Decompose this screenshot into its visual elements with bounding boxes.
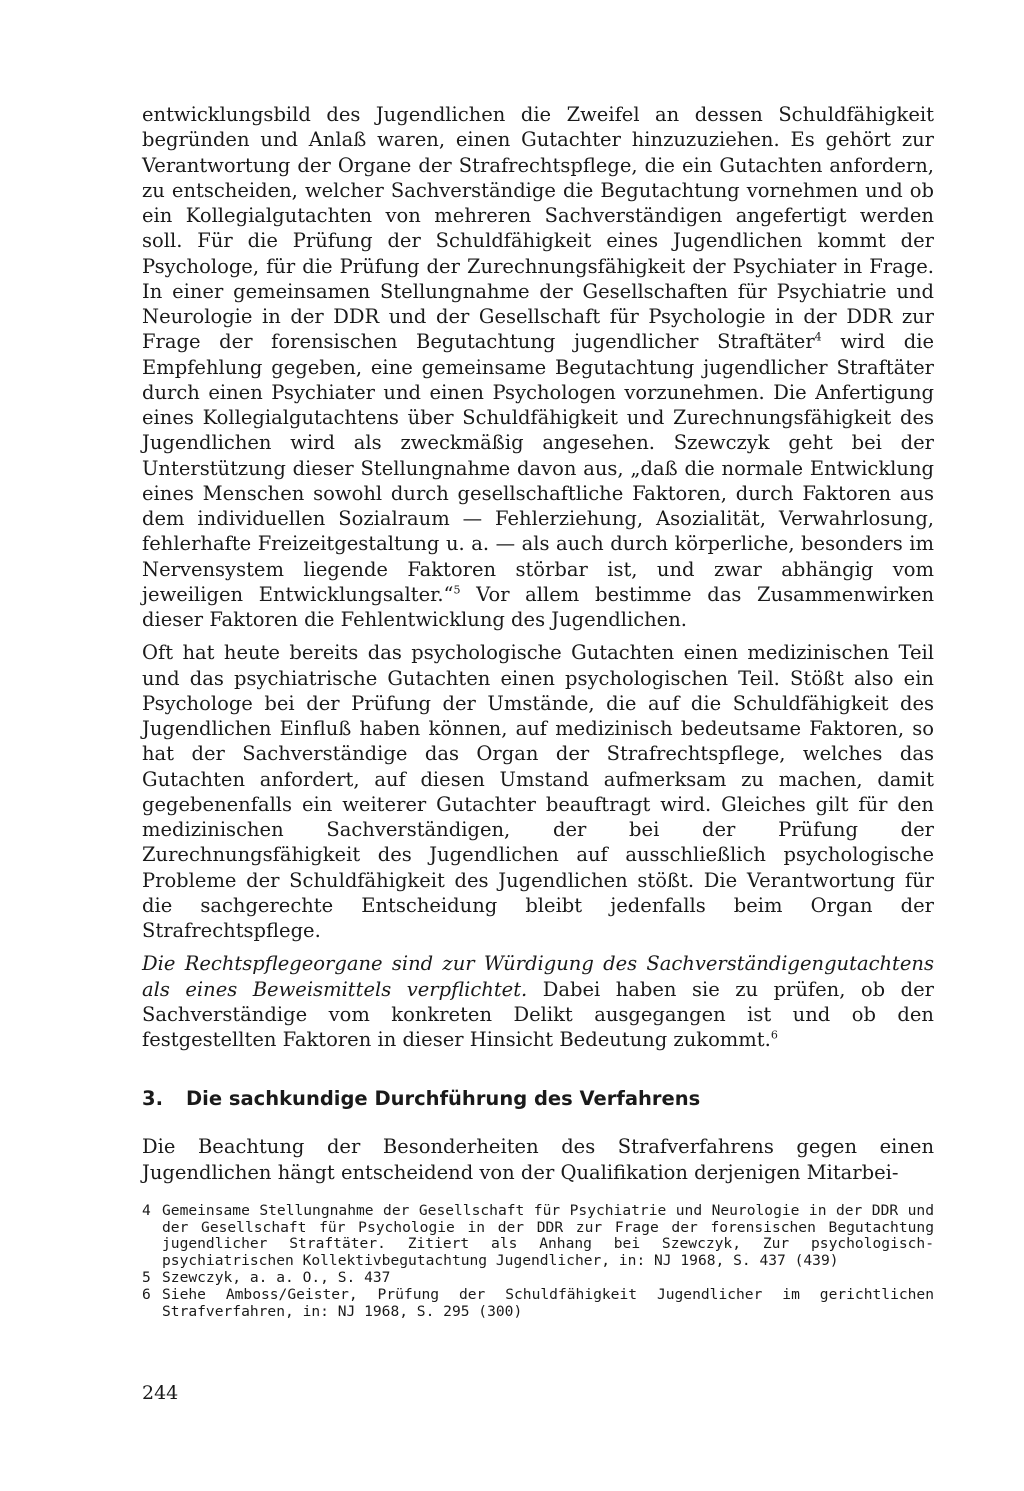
paragraph-3-text: Dabei haben sie zu prüfen, ob der Sachverständige vom konkreten Delikt ausgegangen ist und ob den festgestellten Faktoren in dieser Hinsicht Bedeutung zukommt. — [142, 977, 934, 1051]
paragraph-1-text-a: entwicklungsbild des Jugendlichen die Zweifel an dessen Schuldfähigkeit begründen und Anlaß waren, einen Gutachter hinzuzuziehen. Es gehört zur Verantwortung der Organe der Strafrechtspflege, die ein Gutachten anfordern, zu entscheiden, welcher Sachverständige die Begutachtung vornehmen und ob ein Kollegialgutachten von mehreren Sachverständigen angefertigt werden soll. Für die Prüfung der Schuldfähigkeit eines Jugendlichen kommt der Psychologe, für die Prüfung der Zurechnungsfähigkeit der Psychiater in Frage. In einer gemeinsamen Stellungnahme der Gesellschaften für Psychiatrie und Neurologie in der DDR und der Gesellschaft für Psychologie in der DDR zur Frage der forensischen Begutachtung jugendlicher Straftäter — [142, 103, 934, 354]
footnote-number: 4 — [142, 1201, 151, 1219]
footnote-6 — [142, 1287, 934, 1321]
footnote-5 — [142, 1270, 934, 1287]
paragraph-1-text-c: Vor allem bestimme das Zusammenwirken dieser Faktoren die Fehlentwicklung des Jugendlichen. — [142, 582, 935, 631]
footnote-number: 6 — [142, 1285, 151, 1303]
footnote-ref-4[interactable]: 4 — [814, 330, 822, 344]
footnote-ref-5[interactable]: 5 — [453, 583, 461, 597]
body-paragraph-3 — [142, 951, 934, 1052]
footnote-number: 5 — [142, 1268, 151, 1286]
section-heading — [142, 1086, 934, 1112]
paragraph-3-italic-text: Die Rechtspflegeorgane sind zur Würdigung des Sachverständigengutachtens als eines Beweismittels verpflichtet. — [142, 952, 934, 1001]
body-paragraph-4: Die Beachtung der Besonderheiten des Strafverfahrens gegen einen Jugendlichen hängt entscheidend von der Qualifikation derjenigen Mitarbei- — [142, 1135, 934, 1184]
footnote-text: Siehe Amboss/Geister, Prüfung der Schuldfähigkeit Jugendlicher im gerichtlichen Strafverfahren, in: NJ 1968, S. 295 (300) — [162, 1285, 934, 1320]
section-number: 3. — [142, 1087, 163, 1111]
footnote-4 — [142, 1203, 934, 1270]
page-number: 244 — [142, 1382, 179, 1404]
footnote-text: Gemeinsame Stellungnahme der Gesellschaft für Psychiatrie und Neurologie in der DDR und der Gesellschaft für Psychologie in der DDR zur Frage der forensischen Begutachtung jugendlicher Straftäter. Zitiert als Anhang bei Szewczyk, Zur psychologisch-psychiatrischen Kollektivbegutachtung Jugendlicher, in: NJ 1968, S. 437 (439) — [162, 1201, 934, 1270]
section-title: Die sachkundige Durchführung des Verfahrens — [186, 1087, 701, 1111]
footnote-ref-6[interactable]: 6 — [770, 1028, 778, 1042]
footnotes — [142, 1203, 934, 1321]
page-body — [142, 102, 934, 1320]
body-paragraph-1 — [142, 102, 934, 632]
paragraph-1-text-b: wird die Empfehlung gegeben, eine gemeinsame Begutachtung jugendlicher Straftäter durch einen Psychiater und einen Psychologen vorzunehmen. Die Anfertigung eines Kollegialgutachtens über Schuldfähigkeit und Zurechnungsfähigkeit des Jugendlichen wird als zweckmäßig angesehen. Szewczyk geht bei der Unterstützung dieser Stellungnahme davon aus, „daß die normale Entwicklung eines Menschen sowohl durch gesellschaftliche Faktoren, durch Faktoren aus dem individuellen Sozialraum — Fehlerziehung, Asozialität, Verwahrlosung, fehlerhafte Freizeitgestaltung u. a. — als auch durch körperliche, besonders im Nervensystem liegende Faktoren störbar ist, und zwar abhängig vom jeweiligen Entwicklungsalter.“ — [142, 330, 934, 606]
footnote-text: Szewczyk, a. a. O., S. 437 — [162, 1268, 391, 1286]
body-paragraph-2: Oft hat heute bereits das psychologische Gutachten einen medizinischen Teil und das psychiatrische Gutachten einen psychologischen Teil. Stößt also ein Psychologe bei der Prüfung der Umstände, die auf die Schuldfähigkeit des Jugendlichen Einfluß haben können, auf medizinisch bedeutsame Faktoren, so hat der Sachverständige das Organ der Strafrechtspflege, welches das Gutachten anfordert, auf diesen Umstand aufmerksam zu machen, damit gegebenenfalls ein weiterer Gutachter beauftragt wird. Gleiches gilt für den medizinischen Sachverständigen, der bei der Prüfung der Zurechnungsfähigkeit des Jugendlichen auf ausschließlich psychologische Probleme der Schuldfähigkeit des Jugendlichen stößt. Die Verantwortung für die sachgerechte Entscheidung bleibt jedenfalls beim Organ der Strafrechtspflege. — [142, 641, 934, 942]
